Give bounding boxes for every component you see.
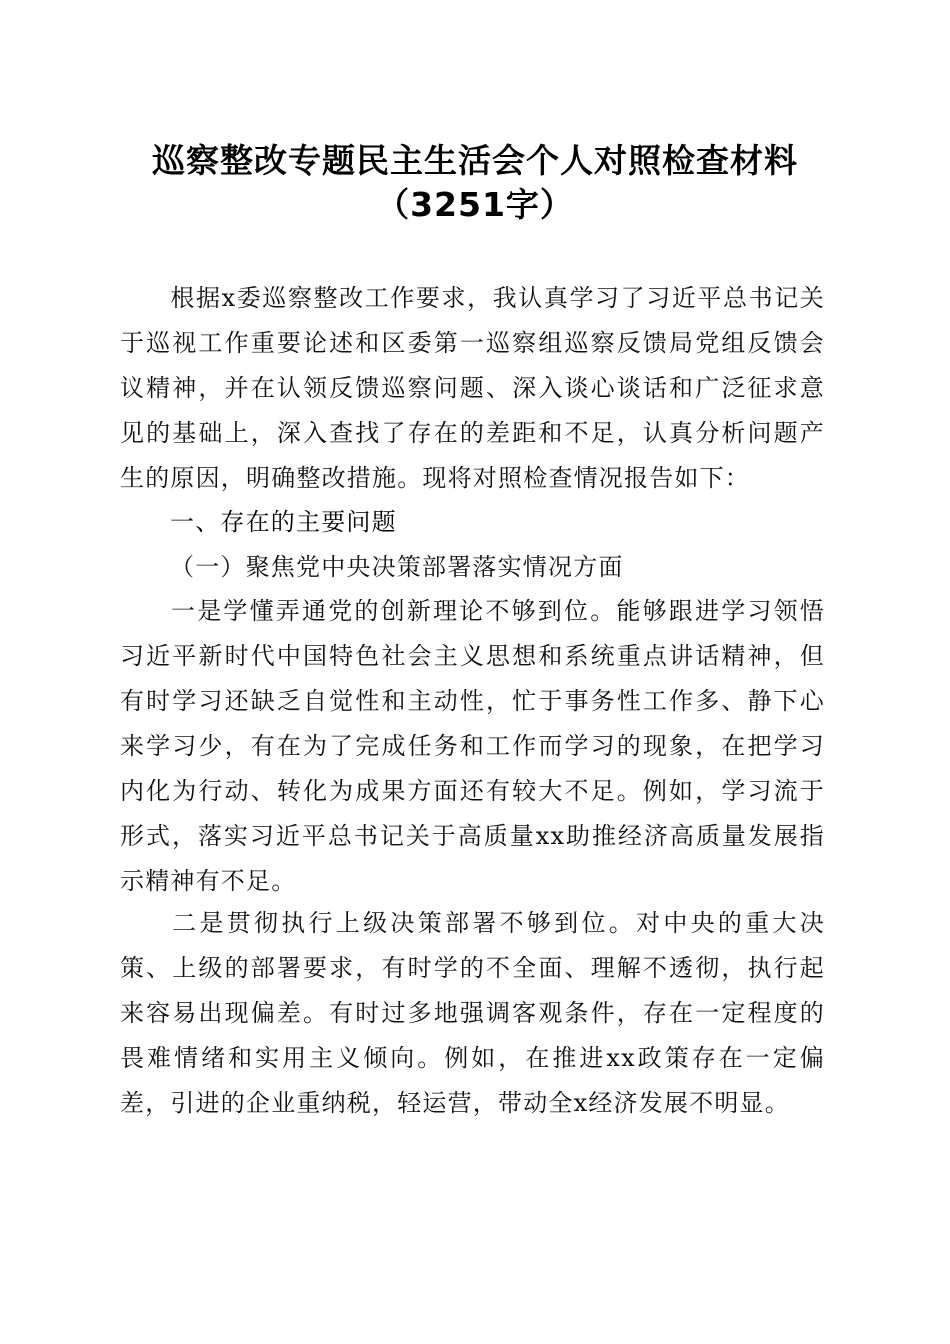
point-two-text: 二是贯彻执行上级决策部署不够到位。对中央的重大决策、上级的部署要求，有时学的不全面、理解不透彻，执行起来容易出现偏差。有时过多地强调客观条件，存在一定程度的畏难情绪和实用主义倾向。例如，在推进xx政策存在一定偏差，引进的企业重纳税，轻运营，带动全x经济发展不明显。 — [120, 909, 825, 1117]
point-one-paragraph — [120, 589, 825, 904]
point-one-text: 一是学懂弄通党的创新理论不够到位。能够跟进学习领悟习近平新时代中国特色社会主义思想和系统重点讲话精神，但有时学习还缺乏自觉性和主动性，忙于事务性工作多、静下心来学习少，有在为了完成任务和工作而学习的现象，在把学习内化为行动、转化为成果方面还有较大不足。例如，学习流于形式，落实习近平总书记关于高质量xx助推经济高质量发展指示精神有不足。 — [120, 597, 825, 895]
point-two-paragraph — [120, 901, 825, 1126]
section-heading-main-problems: 一、存在的主要问题 — [170, 508, 397, 536]
document-subtitle-word-count: （3251字） — [376, 185, 574, 224]
document-title: 巡察整改专题民主生活会个人对照检查材料 — [152, 141, 798, 180]
intro-text: 根据x委巡察整改工作要求，我认真学习了习近平总书记关于巡视工作重要论述和区委第一巡察组巡察反馈局党组反馈会议精神，并在认领反馈巡察问题、深入谈心谈话和广泛征求意见的基础上，深入查找了存在的差距和不足，认真分析问题产生的原因，明确整改措施。现将对照检查情况报告如下： — [120, 284, 825, 492]
subsection-heading-central-decisions: （一）聚焦党中央决策部署落实情况方面 — [170, 553, 624, 581]
intro-paragraph — [120, 276, 825, 501]
